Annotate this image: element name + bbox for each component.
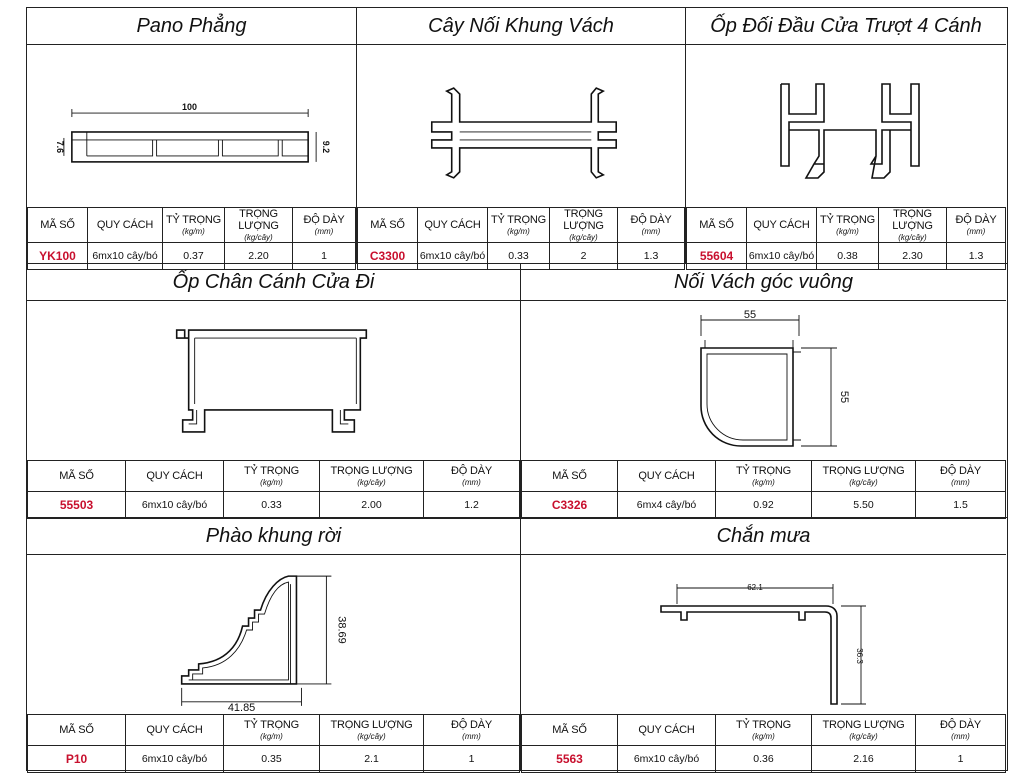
col-header-weight: TRỌNG LƯỢNG (kg/cây) bbox=[320, 461, 424, 492]
product-density: 0.33 bbox=[224, 492, 320, 519]
col-header-density: TỶ TRỌNG (kg/m) bbox=[163, 208, 225, 243]
product-weight: 2.30 bbox=[879, 243, 947, 270]
profile-drawing bbox=[27, 300, 520, 460]
col-header-thickness: ĐỘ DÀY (mm) bbox=[618, 208, 685, 243]
dimension-label: 9.2 bbox=[321, 140, 332, 154]
product-weight: 2.1 bbox=[320, 746, 424, 773]
product-spec: 6mx10 cây/bó bbox=[418, 243, 488, 270]
product-weight: 2 bbox=[550, 243, 618, 270]
product-thickness: 1 bbox=[916, 746, 1006, 773]
spec-table bbox=[357, 207, 685, 270]
product-card-pano-phang bbox=[27, 8, 357, 263]
product-thickness: 1.5 bbox=[916, 492, 1006, 519]
dimension-label: 100 bbox=[182, 102, 197, 113]
col-header-weight: TRỌNG LƯỢNG (kg/cây) bbox=[225, 208, 293, 243]
product-thickness: 1.3 bbox=[947, 243, 1006, 270]
product-card-phao-khung-roi bbox=[27, 518, 521, 770]
product-code: 55503 bbox=[28, 492, 126, 519]
col-header-weight: TRỌNG LƯỢNG (kg/cây) bbox=[812, 715, 916, 746]
product-thickness: 1 bbox=[424, 746, 520, 773]
product-weight: 2.00 bbox=[320, 492, 424, 519]
col-header-spec: QUY CÁCH bbox=[126, 461, 224, 492]
product-spec: 6mx10 cây/bó bbox=[88, 243, 163, 270]
col-header-density: TỶ TRỌNG (kg/m) bbox=[224, 715, 320, 746]
product-card-noi-vach-goc-vuong bbox=[521, 264, 1006, 517]
col-header-weight: TRỌNG LƯỢNG (kg/cây) bbox=[812, 461, 916, 492]
col-header-spec: QUY CÁCH bbox=[418, 208, 488, 243]
product-title: Nối Vách góc vuông bbox=[521, 264, 1006, 301]
product-title: Phào khung rời bbox=[27, 518, 520, 555]
col-header-thickness: ĐỘ DÀY (mm) bbox=[424, 715, 520, 746]
col-header-density: TỶ TRỌNG (kg/m) bbox=[224, 461, 320, 492]
product-thickness: 1.2 bbox=[424, 492, 520, 519]
catalog-sheet bbox=[26, 7, 1008, 771]
product-weight: 5.50 bbox=[812, 492, 916, 519]
profile-drawing bbox=[27, 44, 356, 207]
product-spec: 6mx10 cây/bó bbox=[126, 492, 224, 519]
col-header-code: MÃ SỐ bbox=[522, 461, 618, 492]
product-code: P10 bbox=[28, 746, 126, 773]
col-header-spec: QUY CÁCH bbox=[618, 715, 716, 746]
product-title: Ốp Chân Cánh Cửa Đi bbox=[27, 264, 520, 301]
product-card-cay-noi-khung-vach bbox=[357, 8, 686, 263]
dimension-label: 55 bbox=[838, 390, 850, 404]
product-title: Chắn mưa bbox=[521, 518, 1006, 555]
product-spec: 6mx10 cây/bó bbox=[747, 243, 817, 270]
product-density: 0.37 bbox=[163, 243, 225, 270]
product-title: Ốp Đối Đầu Cửa Trượt 4 Cánh bbox=[686, 8, 1006, 45]
dimension-label: 7.6 bbox=[54, 140, 65, 154]
col-header-code: MÃ SỐ bbox=[687, 208, 747, 243]
product-thickness: 1 bbox=[293, 243, 356, 270]
col-header-thickness: ĐỘ DÀY (mm) bbox=[293, 208, 356, 243]
col-header-spec: QUY CÁCH bbox=[747, 208, 817, 243]
col-header-density: TỶ TRỌNG (kg/m) bbox=[716, 715, 812, 746]
col-header-code: MÃ SỐ bbox=[358, 208, 418, 243]
col-header-thickness: ĐỘ DÀY (mm) bbox=[916, 461, 1006, 492]
profile-drawing bbox=[521, 300, 1006, 460]
product-card-chan-mua bbox=[521, 518, 1006, 770]
col-header-code: MÃ SỐ bbox=[28, 715, 126, 746]
col-header-thickness: ĐỘ DÀY (mm) bbox=[947, 208, 1006, 243]
product-code: YK100 bbox=[28, 243, 88, 270]
spec-table bbox=[27, 714, 520, 773]
col-header-code: MÃ SỐ bbox=[522, 715, 618, 746]
dimension-label: 62.1 bbox=[747, 583, 763, 592]
product-code: C3300 bbox=[358, 243, 418, 270]
col-header-spec: QUY CÁCH bbox=[126, 715, 224, 746]
spec-table bbox=[27, 460, 520, 519]
col-header-spec: QUY CÁCH bbox=[88, 208, 163, 243]
col-header-code: MÃ SỐ bbox=[28, 208, 88, 243]
product-code: C3326 bbox=[522, 492, 618, 519]
product-code: 5563 bbox=[522, 746, 618, 773]
profile-drawing bbox=[521, 554, 1006, 714]
product-code: 55604 bbox=[687, 243, 747, 270]
col-header-density: TỶ TRỌNG (kg/m) bbox=[488, 208, 550, 243]
product-weight: 2.20 bbox=[225, 243, 293, 270]
product-density: 0.36 bbox=[716, 746, 812, 773]
product-title: Pano Phẳng bbox=[27, 8, 356, 45]
profile-drawing bbox=[27, 554, 520, 714]
dimension-label: 36.3 bbox=[855, 648, 864, 664]
product-card-op-doi-dau bbox=[686, 8, 1006, 263]
col-header-density: TỶ TRỌNG (kg/m) bbox=[716, 461, 812, 492]
dimension-label: 41.85 bbox=[227, 701, 256, 714]
col-header-weight: TRỌNG LƯỢNG (kg/cây) bbox=[320, 715, 424, 746]
spec-table bbox=[27, 207, 356, 270]
dimension-label: 38.69 bbox=[335, 616, 348, 644]
product-density: 0.38 bbox=[817, 243, 879, 270]
profile-drawing bbox=[357, 44, 685, 207]
col-header-spec: QUY CÁCH bbox=[618, 461, 716, 492]
product-title: Cây Nối Khung Vách bbox=[357, 8, 685, 45]
product-card-op-chan-canh bbox=[27, 264, 521, 517]
col-header-thickness: ĐỘ DÀY (mm) bbox=[916, 715, 1006, 746]
product-density: 0.92 bbox=[716, 492, 812, 519]
spec-table bbox=[686, 207, 1006, 270]
col-header-density: TỶ TRỌNG (kg/m) bbox=[817, 208, 879, 243]
product-density: 0.35 bbox=[224, 746, 320, 773]
col-header-weight: TRỌNG LƯỢNG (kg/cây) bbox=[879, 208, 947, 243]
product-density: 0.33 bbox=[488, 243, 550, 270]
dimension-label: 55 bbox=[743, 309, 757, 321]
product-weight: 2.16 bbox=[812, 746, 916, 773]
product-thickness: 1.3 bbox=[618, 243, 685, 270]
col-header-thickness: ĐỘ DÀY (mm) bbox=[424, 461, 520, 492]
product-spec: 6mx10 cây/bó bbox=[126, 746, 224, 773]
col-header-code: MÃ SỐ bbox=[28, 461, 126, 492]
product-spec: 6mx10 cây/bó bbox=[618, 746, 716, 773]
product-spec: 6mx4 cây/bó bbox=[618, 492, 716, 519]
profile-drawing bbox=[686, 44, 1006, 207]
col-header-weight: TRỌNG LƯỢNG (kg/cây) bbox=[550, 208, 618, 243]
spec-table bbox=[521, 714, 1006, 773]
spec-table bbox=[521, 460, 1006, 519]
